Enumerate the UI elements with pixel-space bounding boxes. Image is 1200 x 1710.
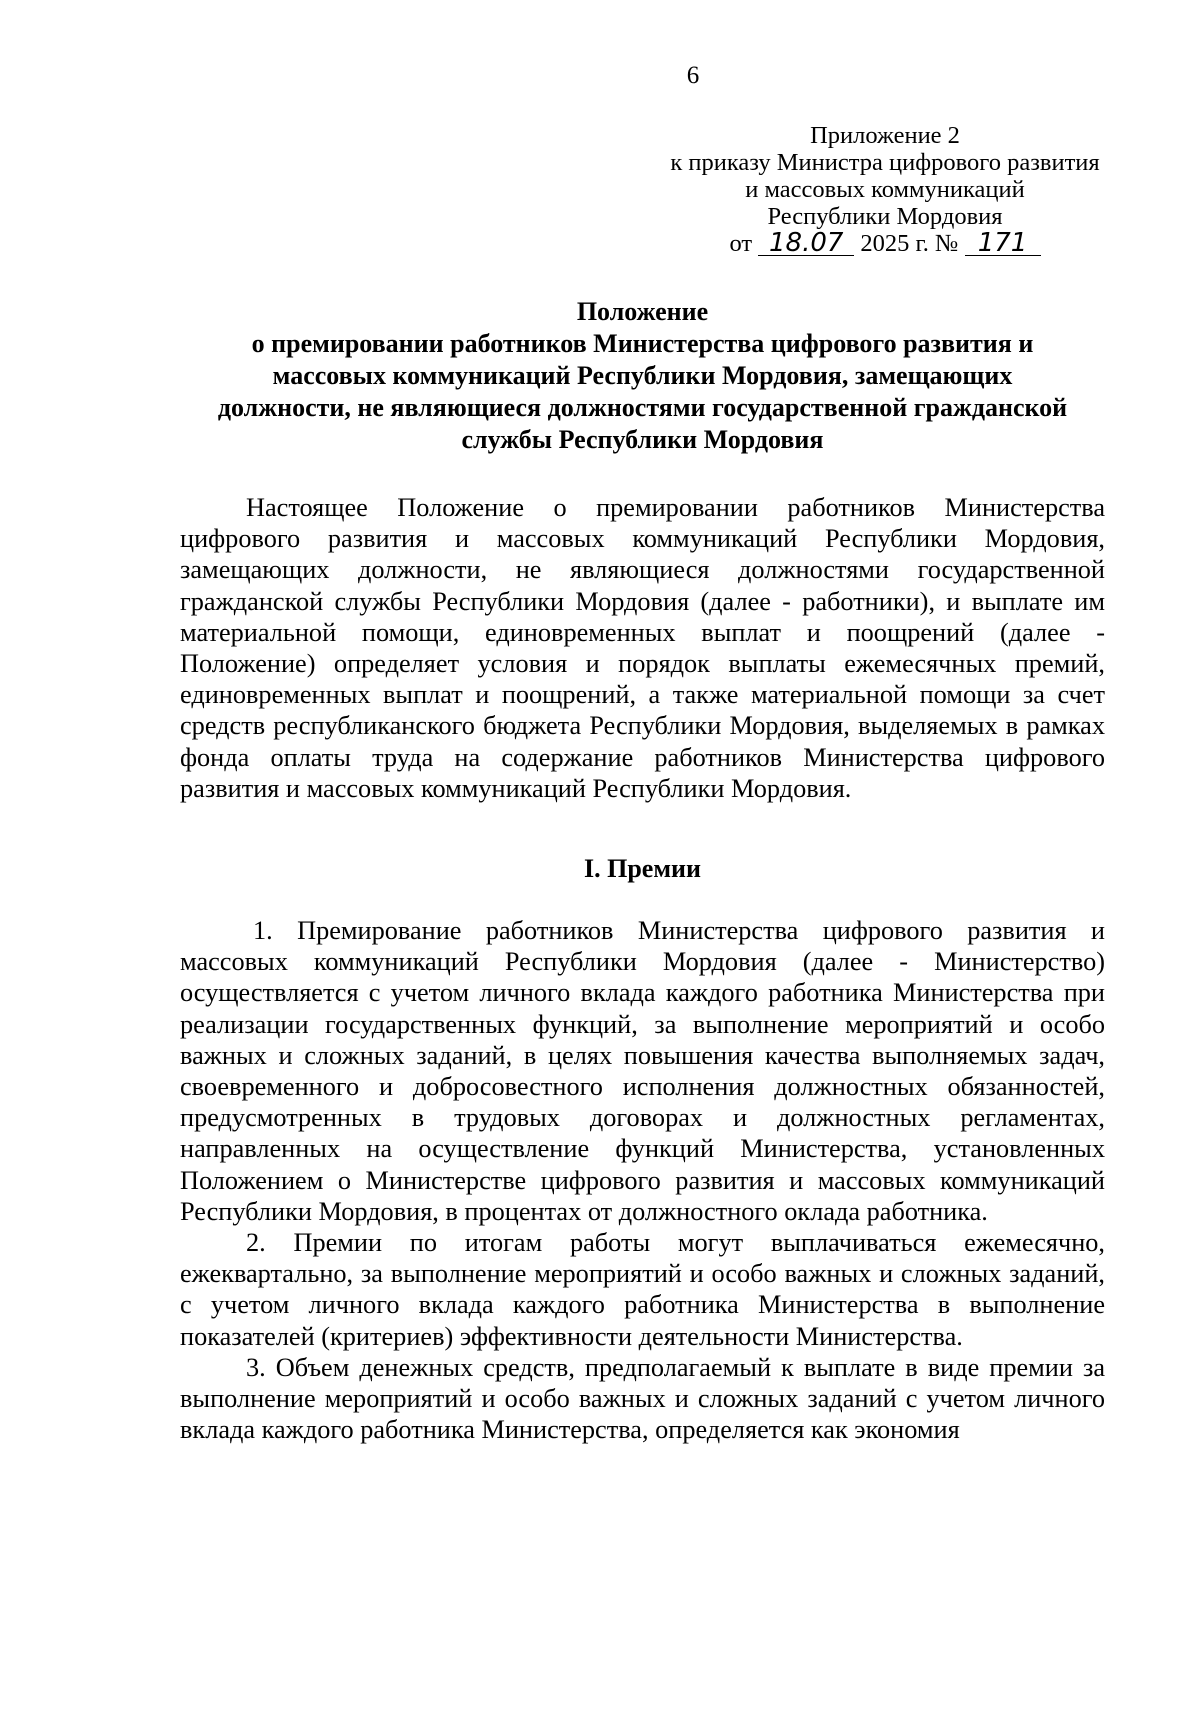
appendix-order-line: и массовых коммуникаций	[745, 176, 1025, 203]
handwritten-order-number: 171	[965, 231, 1041, 256]
intro-paragraph: Настоящее Положение о премировании работников Министерства цифрового развития и массовых коммуникаций Республики Мордовия, замещающих должности, не являющиеся должностями государственной гражданской службы Республики Мордовия (далее - работники), и выплате им материальной помощи, единовременных выплат и поощрений (далее - Положение) определяет условия и порядок выплаты ежемесячных премий, единовременных выплат и поощрений, а также материальной помощи за счет средств республиканского бюджета Республики Мордовия, выделяемых в рамках фонда оплаты труда на содержание работников Министерства цифрового развития и массовых коммуникаций Республики Мордовия.	[180, 493, 1105, 803]
paragraph-1: 1. Премирование работников Министерства цифрового развития и массовых коммуникаций Республики Мордовия (далее - Министерство) осуществляется с учетом личного вклада каждого работника Министерства при реализации государственных функций, за выполнение мероприятий и особо важных и сложных заданий, в целях повышения качества выполняемых задач, своевременного и добросовестного исполнения должностных обязанностей, предусмотренных в трудовых договорах и должностных регламентах, направленных на осуществление функций Министерства, установленных Положением о Министерстве цифрового развития и массовых коммуникаций Республики Мордовия, в процентах от должностного оклада работника.	[180, 916, 1105, 1226]
title-line: Положение	[576, 297, 709, 326]
appendix-header	[640, 122, 1130, 257]
handwritten-date: 18.07	[758, 231, 854, 256]
section-body	[180, 915, 1105, 1445]
appendix-order-line: Республики Мордовия	[767, 203, 1003, 230]
section-heading: I. Премии	[583, 854, 701, 883]
appendix-date-line	[640, 230, 1130, 257]
date-prefix: от	[729, 230, 753, 257]
paragraph-2: 2. Премии по итогам работы могут выплачиваться ежемесячно, ежеквартально, за выполнение мероприятий и особо важных и сложных заданий, с учетом личного вклада каждого работника Министерства в выполнение показателей (критериев) эффективности деятельности Министерства.	[180, 1228, 1105, 1351]
order-year: 2025 г. №	[860, 230, 959, 257]
intro-section	[180, 492, 1105, 804]
paragraph-3: 3. Объем денежных средств, предполагаемый к выплате в виде премии за выполнение мероприятий и особо важных и сложных заданий с учетом личного вклада каждого работника Министерства, определяется как экономия	[180, 1352, 1105, 1445]
document-title	[180, 296, 1105, 456]
title-line: массовых коммуникаций Республики Мордовия, замещающих	[272, 361, 1013, 390]
title-line: о премировании работников Министерства цифрового развития и	[251, 329, 1034, 358]
title-line: службы Республики Мордовия	[461, 425, 824, 454]
page-number: 6	[686, 62, 700, 89]
appendix-order-line: к приказу Министра цифрового развития	[670, 149, 1100, 176]
title-line: должности, не являющиеся должностями государственной гражданской	[217, 393, 1068, 422]
appendix-label: Приложение 2	[810, 122, 960, 149]
